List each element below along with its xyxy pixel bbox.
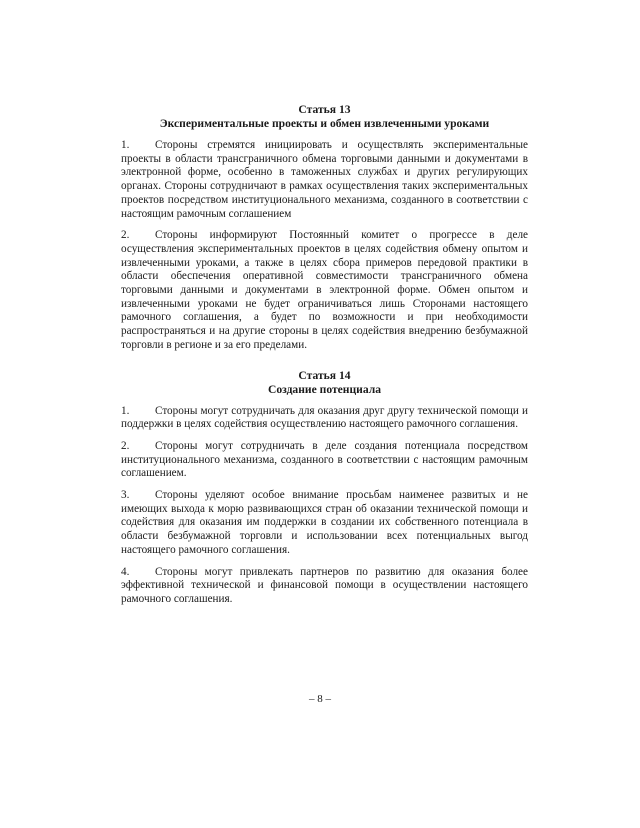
paragraph-text: Стороны информируют Постоянный комитет о прогрессе в деле осуществления экспериментальных проектов в целях содействия обмену опытом и извлеченными уроками, а также в целях сбора примеров передовой практики в области обеспечения оперативной совместимости трансграничного обмена торговыми данными и документами в электронной форме. Обмен опытом и извлеченными уроками не будет ограничиваться лишь Сторонами настоящего рамочного соглашения, а будет по возможности и при необходимости распространяться и на другие стороны в целях содействия внедрению безбумажной торговли в регионе и за его пределами. [121,229,528,351]
paragraph-number: 1. [121,404,130,417]
paragraph [121,489,528,558]
paragraph-text: Стороны уделяют особое внимание просьбам наименее развитых и не имеющих выхода к морю развивающихся стран об оказании технической помощи и содействия для оказания им поддержки в создании их собственного потенциала в области безбумажной торговли и использовании всех потенциальных выгод настоящего рамочного соглашения. [121,489,528,556]
paragraph-number: 4. [121,565,130,578]
page-number: – 8 – [309,693,331,705]
paragraph [121,405,528,432]
paragraph [121,229,528,352]
article-number: Статья 14 [298,368,351,382]
article-paragraphs [121,405,528,607]
article-13 [121,103,528,353]
paragraph-text: Стороны могут сотрудничать в деле создания потенциала посредством институционального механизма, созданного в соответствии с настоящим рамочным соглашением. [121,439,528,480]
paragraph [121,440,528,481]
paragraph-text: Стороны могут привлекать партнеров по развитию для оказания более эффективной технической и финансовой помощи в осуществлении настоящего рамочного соглашения. [121,565,528,605]
article-title: Создание потенциала [267,382,382,396]
paragraph-number: 2. [121,229,130,242]
article-paragraphs [121,139,528,353]
paragraph-number: 3. [121,489,130,502]
article-number: Статья 13 [298,103,351,116]
article-title: Экспериментальные проекты и обмен извлеченными уроками [159,117,490,130]
paragraph-text: Стороны могут сотрудничать для оказания друг другу технической помощи и поддержки в целях содействия осуществлению настоящего рамочного соглашения. [121,404,528,431]
paragraph-number: 2. [121,439,130,452]
document-page [121,103,528,615]
paragraph [121,566,528,607]
article-14 [121,369,528,607]
paragraph [121,139,528,221]
paragraph-text: Стороны стремятся инициировать и осуществлять экспериментальные проекты в области трансграничного обмена торговыми данными и документами в электронной форме, особенно в таможенных службах и других регулирующих органах. Стороны сотрудничают в рамках осуществления таких экспериментальных проектов посредством институционального механизма, созданного в соответствии с настоящим рамочным соглашением [121,139,528,220]
paragraph-number: 1. [121,139,130,151]
